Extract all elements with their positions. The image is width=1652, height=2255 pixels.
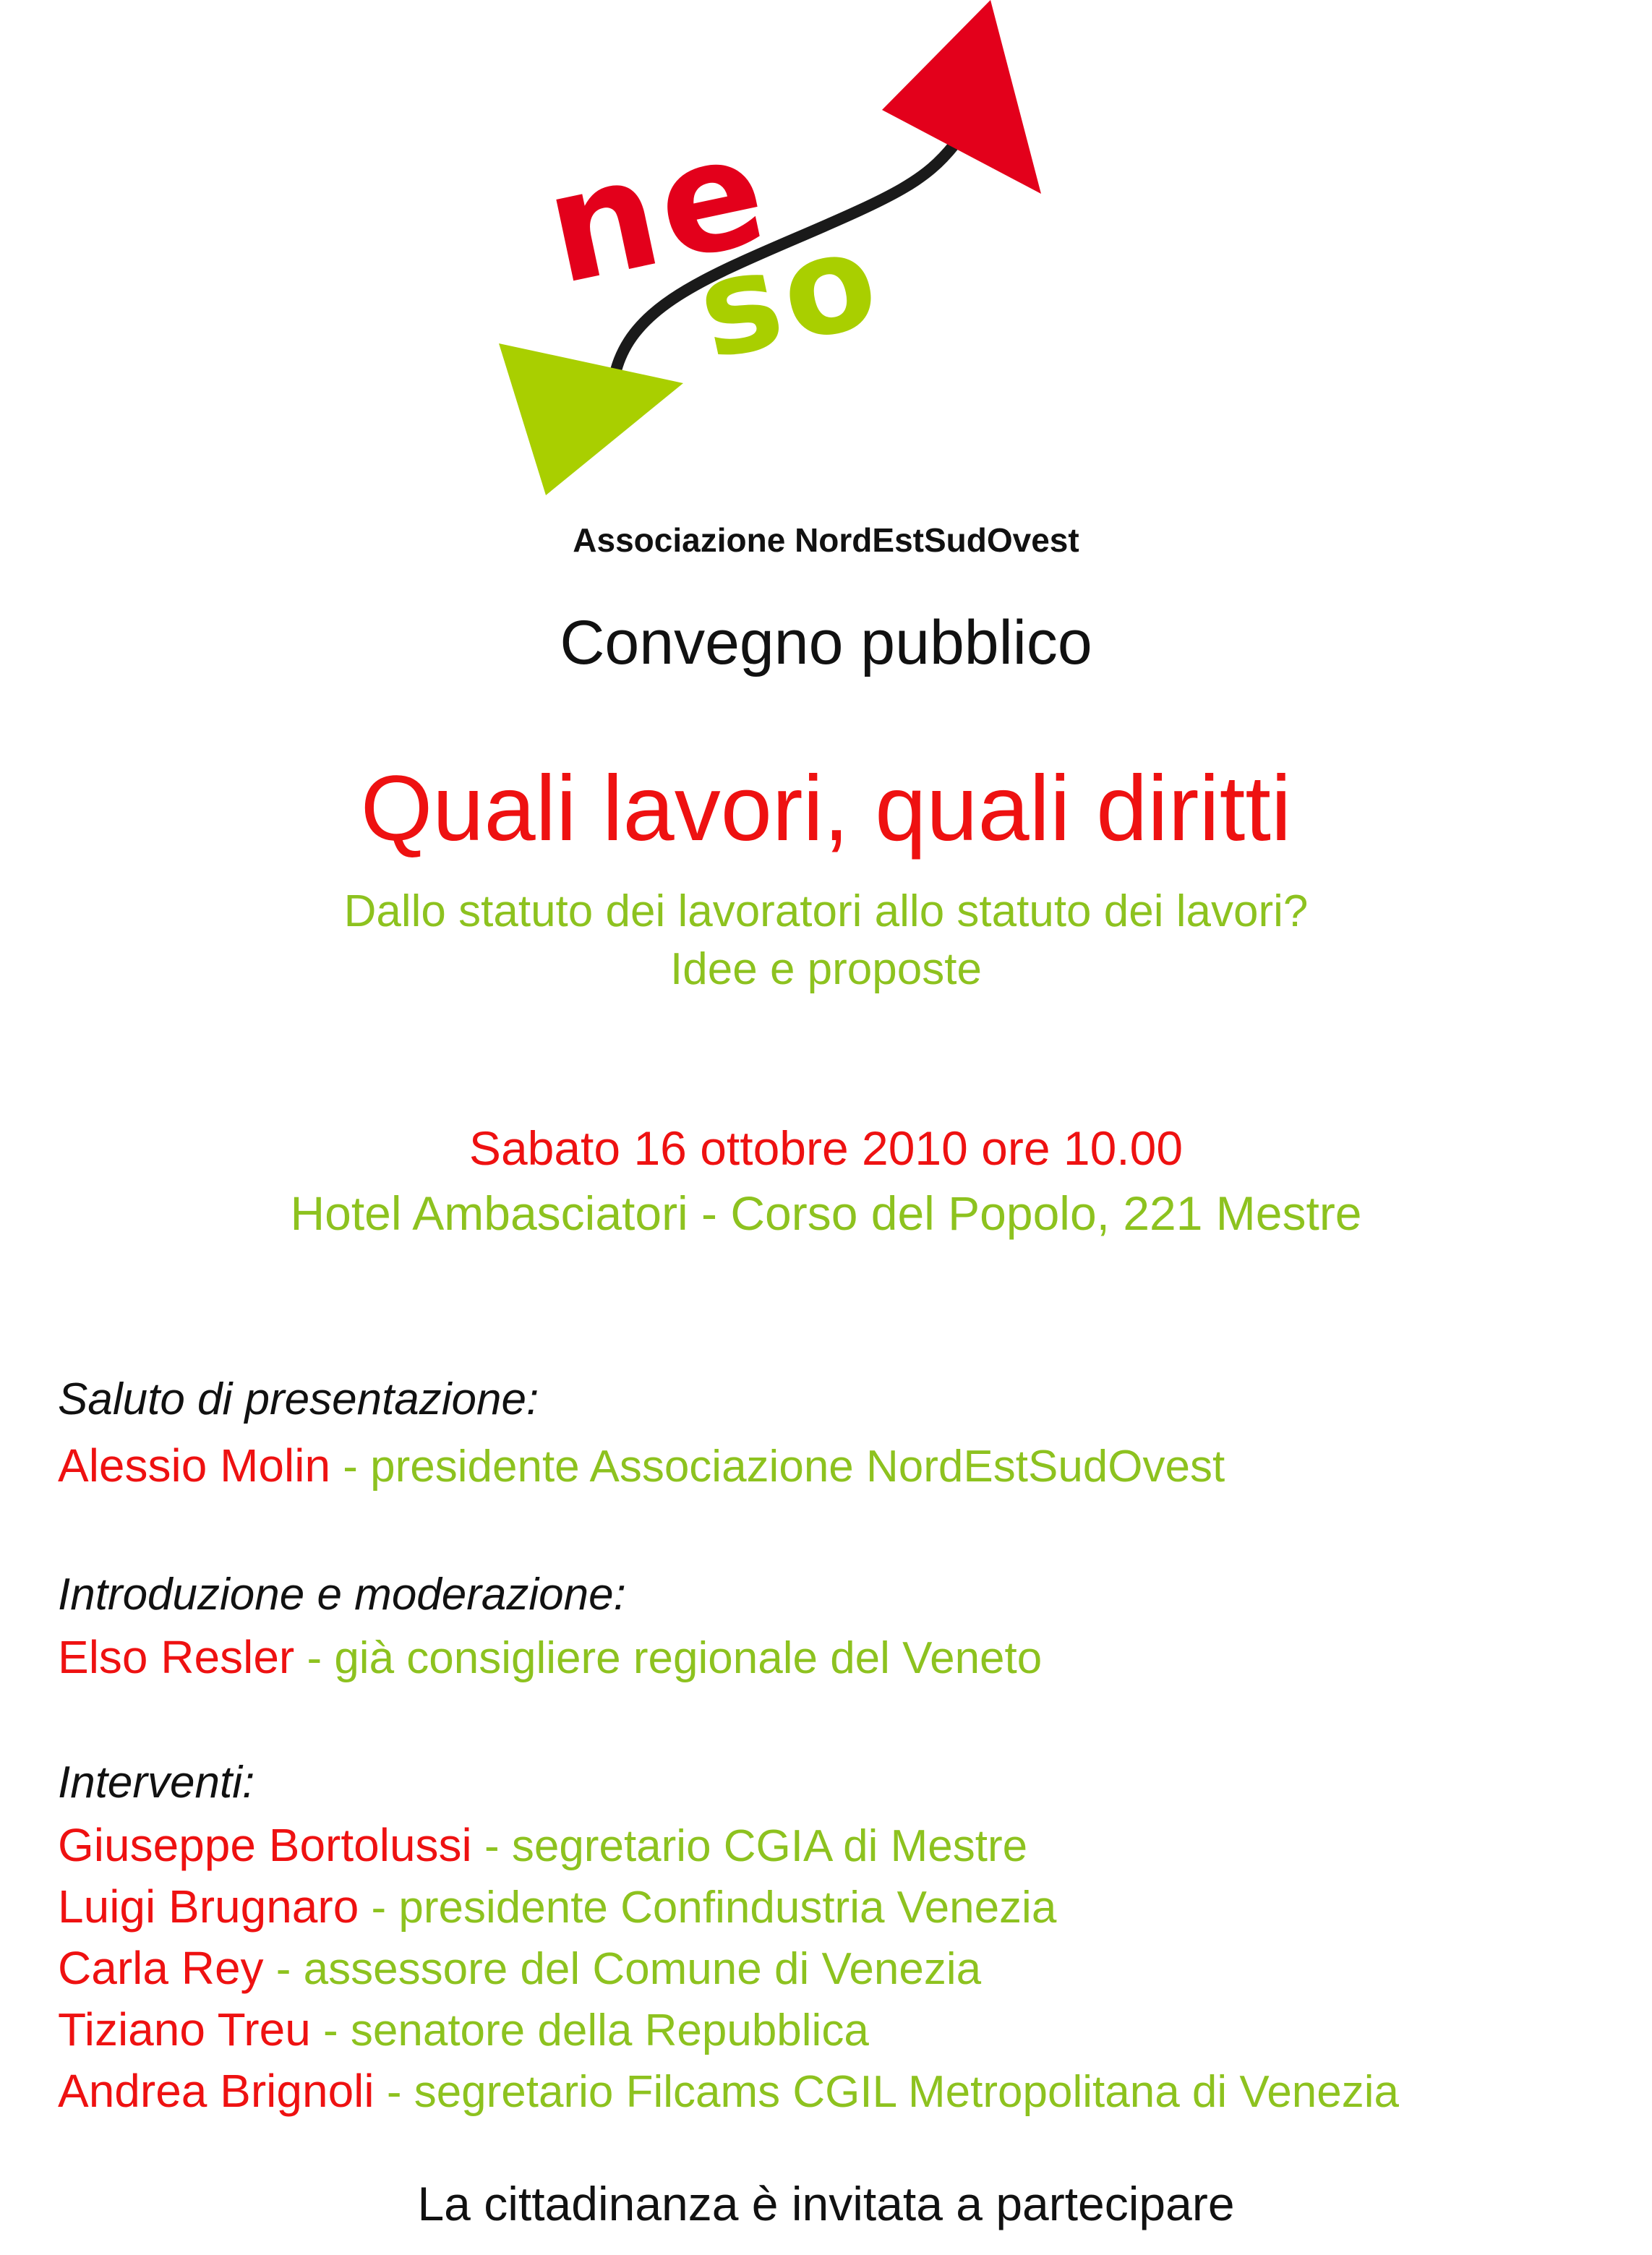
speaker-role: - presidente Associazione NordEstSudOvest (330, 1442, 1225, 1492)
logo-text-so: so (685, 199, 894, 390)
event-type: Convegno pubblico (560, 608, 1092, 677)
speaker-name: Andrea Brignoli (58, 2065, 375, 2117)
speaker-role: - segretario CGIA di Mestre (471, 1821, 1028, 1871)
logo-red-triangle (882, 0, 1041, 194)
speaker-name: Tiziano Treu (58, 2003, 311, 2055)
speaker-row (58, 1941, 981, 1995)
speaker-row (58, 1630, 1042, 1684)
speaker-name: Alessio Molin (58, 1439, 331, 1492)
section-title-intro: Introduzione e moderazione: (58, 1570, 626, 1619)
speaker-name: Giuseppe Bortolussi (58, 1819, 472, 1871)
neso-logo (492, 0, 1070, 506)
speaker-name: Luigi Brugnaro (58, 1880, 359, 1933)
speaker-role: - segretario Filcams CGIL Metropolitana di Venezia (374, 2067, 1400, 2117)
speaker-row (58, 1818, 1027, 1872)
speaker-row (58, 1880, 1056, 1933)
section-title-talks: Interventi: (58, 1758, 255, 1807)
speaker-role: - già consigliere regionale del Veneto (294, 1633, 1043, 1683)
event-subtitle-line2: Idee e proposte (670, 944, 982, 994)
invitation-text: La cittadinanza è invitata a partecipare (417, 2177, 1235, 2230)
speaker-role: - senatore della Repubblica (310, 2006, 869, 2055)
logo-text-ne: ne (531, 100, 784, 319)
speaker-row (58, 1439, 1225, 1492)
event-subtitle-line1: Dallo statuto dei lavoratori allo statuto dei lavori? (343, 886, 1309, 936)
event-title: Quali lavori, quali diritti (360, 757, 1292, 860)
speaker-row (58, 2003, 869, 2056)
section-title-welcome: Saluto di presentazione: (58, 1374, 539, 1424)
speaker-role: - assessore del Comune di Venezia (263, 1944, 982, 1994)
logo-green-triangle (499, 343, 683, 495)
organization-name: Associazione NordEstSudOvest (573, 521, 1079, 559)
speaker-row (58, 2064, 1399, 2118)
event-date-time: Sabato 16 ottobre 2010 ore 10.00 (468, 1121, 1184, 1175)
event-venue: Hotel Ambasciatori - Corso del Popolo, 221 Mestre (290, 1186, 1362, 1240)
speaker-name: Elso Resler (58, 1631, 295, 1683)
speaker-name: Carla Rey (58, 1942, 264, 1994)
speaker-role: - presidente Confindustria Venezia (359, 1883, 1057, 1933)
